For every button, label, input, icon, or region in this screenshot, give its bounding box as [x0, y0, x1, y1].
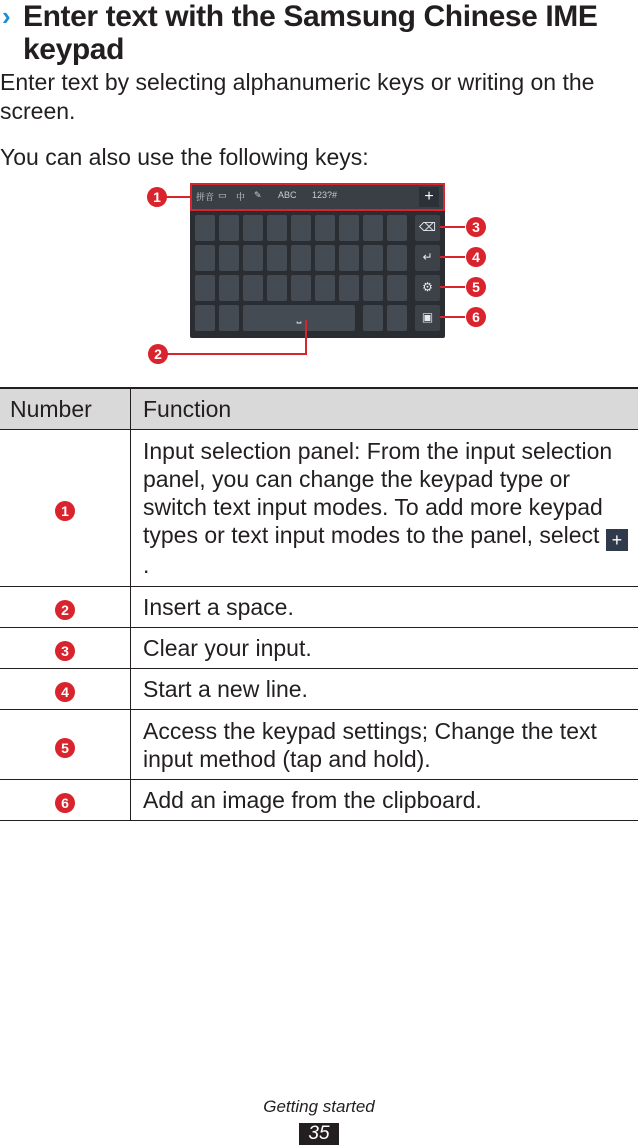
enter-key: [415, 245, 440, 271]
key: [219, 245, 239, 271]
callout-line-6: [440, 316, 465, 318]
callout-4: 4: [466, 247, 486, 267]
keys-intro-paragraph: You can also use the following keys:: [0, 144, 369, 170]
key: [219, 215, 239, 241]
input-selection-panel: [190, 183, 445, 211]
topbar-label-keyboard: ▭: [218, 190, 227, 200]
key: [291, 245, 311, 271]
topbar-label-chinese: 中: [236, 192, 246, 202]
chevron-icon: ›: [2, 1, 11, 31]
row-function: Access the keypad settings; Change the text input method (tap and hold).: [131, 710, 638, 780]
space-key: [243, 305, 355, 331]
row-function: Insert a space.: [131, 587, 638, 628]
key: [267, 245, 287, 271]
key: [219, 305, 239, 331]
handwriting-icon: ✎: [254, 190, 262, 200]
function-table: [0, 387, 638, 821]
key: [195, 275, 215, 301]
key: [195, 305, 215, 331]
key: [267, 215, 287, 241]
callout-1: 1: [147, 187, 167, 207]
key: [315, 245, 335, 271]
key: [363, 305, 383, 331]
row-number-badge: 6: [55, 793, 75, 813]
key: [339, 275, 359, 301]
key: [195, 215, 215, 241]
key: [267, 275, 287, 301]
key: [315, 275, 335, 301]
key: [387, 215, 407, 241]
clipboard-icon: ▣: [421, 310, 434, 324]
footer-section-name: Getting started: [263, 1097, 375, 1116]
row-function: Start a new line.: [131, 669, 638, 710]
backspace-key: [415, 215, 440, 241]
row-function-text: Input selection panel: From the input selection panel, you can change the keypad type or switch text input modes. To add more keypad types or text input modes to the panel, select: [143, 438, 613, 548]
callout-line-3: [440, 226, 465, 228]
key: [387, 305, 407, 331]
topbar-label-abc: ABC: [278, 190, 297, 200]
row-number-badge: 1: [55, 501, 75, 521]
table-row: [0, 587, 638, 628]
enter-icon: ↵: [422, 250, 433, 264]
settings-key: [415, 275, 440, 301]
callout-5: 5: [466, 277, 486, 297]
plus-icon: +: [606, 529, 628, 551]
header-number: Number: [0, 388, 131, 430]
key: [243, 245, 263, 271]
backspace-icon: ⌫: [419, 220, 436, 234]
page-number: 35: [299, 1123, 339, 1145]
callout-6: 6: [466, 307, 486, 327]
intro-paragraph: Enter text by selecting alphanumeric keys or writing on the screen.: [0, 69, 595, 124]
callout-3: 3: [466, 217, 486, 237]
row-function: Clear your input.: [131, 628, 638, 669]
key: [243, 275, 263, 301]
key: [363, 245, 383, 271]
table-row: [0, 430, 638, 587]
key: [195, 245, 215, 271]
callout-line-2-v: [305, 320, 307, 355]
row-function-end: .: [143, 552, 150, 578]
clipboard-key: [415, 305, 440, 331]
row-function: Add an image from the clipboard.: [131, 780, 638, 821]
key: [363, 275, 383, 301]
row-number-badge: 2: [55, 600, 75, 620]
key: [291, 275, 311, 301]
key: [339, 215, 359, 241]
space-icon: ⎵: [296, 310, 302, 324]
topbar-label-symbols: 123?#: [312, 190, 338, 200]
row-number-badge: 3: [55, 641, 75, 661]
keypad-illustration: [190, 183, 445, 338]
callout-line-2-h: [162, 353, 307, 355]
section-heading: [0, 0, 600, 66]
key: [291, 215, 311, 241]
key: [363, 215, 383, 241]
table-row: [0, 780, 638, 821]
table-header-row: [0, 388, 638, 430]
header-function: Function: [131, 388, 638, 430]
table-row: [0, 669, 638, 710]
gear-icon: ⚙: [422, 280, 433, 294]
row-function: [131, 430, 638, 587]
key: [315, 215, 335, 241]
key: [219, 275, 239, 301]
callout-line-4: [440, 256, 465, 258]
key: [387, 245, 407, 271]
row-number-badge: 4: [55, 682, 75, 702]
callout-line-5: [440, 286, 465, 288]
key: [387, 275, 407, 301]
topbar-label-pinyin: 拼音: [196, 192, 215, 202]
callout-2: 2: [148, 344, 168, 364]
key: [339, 245, 359, 271]
key: [243, 215, 263, 241]
table-row: [0, 628, 638, 669]
row-number-badge: 5: [55, 738, 75, 758]
table-row: [0, 710, 638, 780]
heading-text: Enter text with the Samsung Chinese IME keypad: [23, 0, 598, 66]
add-panel-icon: +: [419, 187, 439, 207]
